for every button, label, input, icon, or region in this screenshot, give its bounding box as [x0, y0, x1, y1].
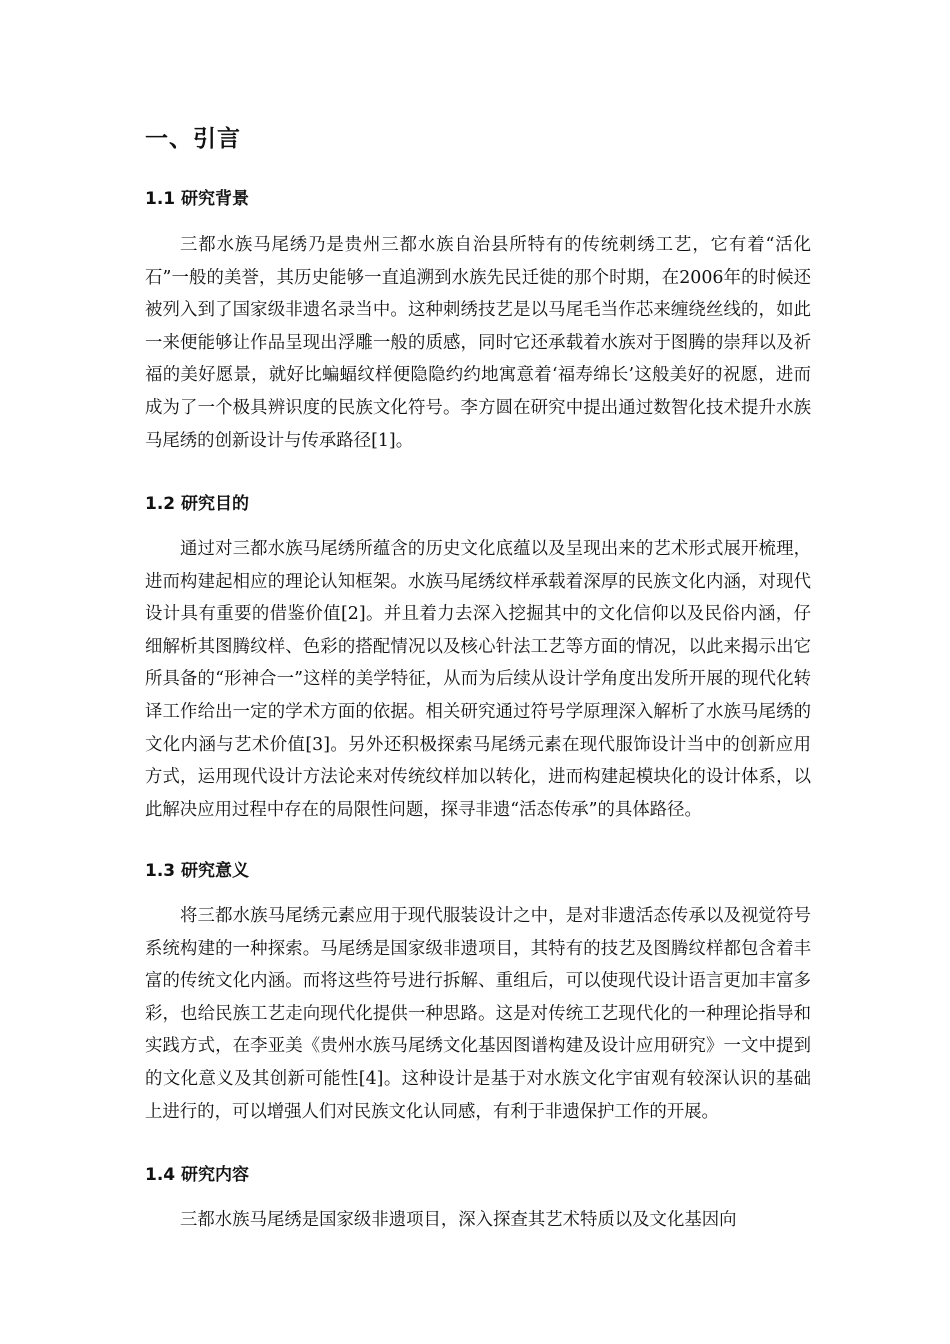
- section-title-content: 1.4 研究内容: [145, 1165, 250, 1185]
- section-body-background: 三都水族马尾绣乃是贵州三都水族自治县所特有的传统刺绣工艺，它有着“活化石”一般的美誉，其历史能够一直追溯到水族先民迁徙的那个时期，在2006年的时候还被列入到了国家级非遗名录当中。这种刺绣技艺是以马尾毛当作芯来缠绕丝线的，如此一来便能够让作品呈现出浮雕一般的质感，同时它还承载着水族对于图腾的崇拜以及祈福的美好愿景，就好比蝙蝠纹样便隐隐约约地寓意着‘福寿绵长’这般美好的祝愿，进而成为了一个极具辨识度的民族文化符号。李方圆在研究中提出通过数智化技术提升水族马尾绣的创新设计与传承路径[1]。: [145, 235, 811, 451]
- section-body-content: 三都水族马尾绣是国家级非遗项目，深入探查其艺术特质以及文化基因向: [180, 1210, 737, 1230]
- section-body-significance: 将三都水族马尾绣元素应用于现代服装设计之中，是对非遗活态传承以及视觉符号系统构建的一种探索。马尾绣是国家级非遗项目，其特有的技艺及图腾纹样都包含着丰富的传统文化内涵。而将这些符号进行拆解、重组后，可以使现代设计语言更加丰富多彩，也给民族工艺走向现代化提供一种思路。这是对传统工艺现代化的一种理论指导和实践方式，在李亚美《贵州水族马尾绣文化基因图谱构建及设计应用研究》一文中提到的文化意义及其创新可能性[4]。这种设计是基于对水族文化宇宙观有较深认识的基础上进行的，可以增强人们对民族文化认同感，有利于非遗保护工作的开展。: [145, 906, 811, 1122]
- section-title-significance: 1.3 研究意义: [145, 861, 250, 881]
- chapter-heading: 一、引言: [145, 126, 241, 152]
- section-body-purpose: 通过对三都水族马尾绣所蕴含的历史文化底蕴以及呈现出来的艺术形式展开梳理，进而构建起相应的理论认知框架。水族马尾绣纹样承载着深厚的民族文化内涵，对现代设计具有重要的借鉴价值[2]。并且着力去深入挖掘其中的文化信仰以及民俗内涵，仔细解析其图腾纹样、色彩的搭配情况以及核心针法工艺等方面的情况，以此来揭示出它所具备的“形神合一”这样的美学特征，从而为后续从设计学角度出发所开展的现代化转译工作给出一定的学术方面的依据。相关研究通过符号学原理深入解析了水族马尾绣的文化内涵与艺术价值[3]。另外还积极探索马尾绣元素在现代服饰设计当中的创新应用方式，运用现代设计方法论来对传统纹样加以转化，进而构建起模块化的设计体系，以此解决应用过程中存在的局限性问题，探寻非遗“活态传承”的具体路径。: [145, 539, 811, 820]
- section-title-purpose: 1.2 研究目的: [145, 494, 250, 514]
- section-title-background: 1.1 研究背景: [145, 189, 250, 209]
